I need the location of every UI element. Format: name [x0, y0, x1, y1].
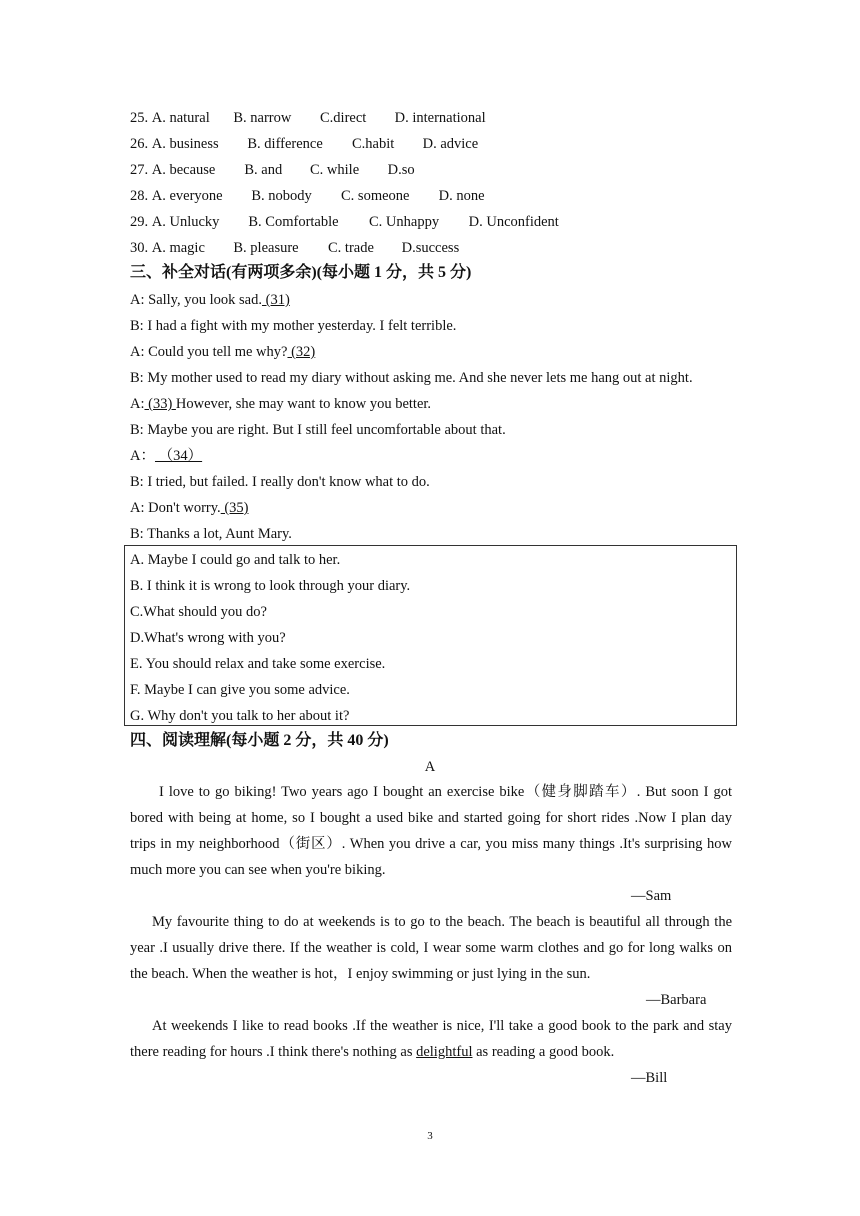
dialogue-line: A: Sally, you look sad. (31) — [130, 292, 290, 308]
question-29 — [130, 213, 559, 231]
blank-32: (32) — [287, 344, 316, 360]
option-d: D.so — [387, 162, 415, 178]
option-a: A. because — [151, 162, 216, 178]
question-number: 28. — [130, 188, 149, 204]
dialogue-line: A: Don't worry. (35) — [130, 500, 249, 516]
dialogue-line: A: Could you tell me why? (32) — [130, 344, 316, 360]
option-d: D. international — [394, 110, 486, 126]
option-a: A. magic — [151, 240, 205, 256]
blank-31: (31) — [261, 292, 290, 308]
option-b: B. nobody — [251, 188, 312, 204]
option-b: B. Comfortable — [248, 214, 339, 230]
blank-35: (35) — [220, 500, 249, 516]
option-c: C.habit — [352, 136, 395, 152]
choice-g: G. Why don't you talk to her about it? — [130, 708, 350, 724]
question-25 — [130, 109, 486, 127]
question-30 — [130, 239, 459, 257]
option-d: D.success — [401, 240, 460, 256]
paragraph-sam: I love to go biking! Two years ago I bought an exercise bike（健身脚踏车）. But soon I got bored with being at home, so I bought a used bike and started going for short rides .Now I plan day trips in my neighborhood（街区）. When you drive a car, you miss many things .It's surprising how much more you can see when you're biking. — [130, 784, 732, 878]
question-number: 27. — [130, 162, 149, 178]
option-d: D. advice — [422, 136, 479, 152]
choice-b: B. I think it is wrong to look through your diary. — [130, 578, 411, 594]
option-a: A. natural — [151, 110, 210, 126]
author-sam: —Sam — [631, 888, 672, 904]
option-b: B. difference — [247, 136, 323, 152]
question-number: 25. — [130, 110, 149, 126]
choice-a: A. Maybe I could go and talk to her. — [130, 552, 341, 568]
dialogue-line: B: I tried, but failed. I really don't know what to do. — [130, 474, 430, 490]
choice-d: D.What's wrong with you? — [130, 630, 286, 646]
option-a: A. Unlucky — [151, 214, 220, 230]
blank-34: （34） — [154, 448, 203, 464]
author-barbara: —Barbara — [646, 992, 707, 1008]
author-bill: —Bill — [631, 1070, 668, 1086]
question-26 — [130, 135, 478, 153]
dialogue-line: B: I had a fight with my mother yesterday. I felt terrible. — [130, 318, 457, 334]
section-3-heading: 三、补全对话(有两项多余)(每小题 1 分，共 5 分) — [130, 264, 472, 281]
paragraph-bill: At weekends I like to read books .If the weather is nice, I'll take a good book to the park and stay there reading for hours .I think there's nothing as delightful as reading a good book. — [130, 1018, 732, 1060]
option-d: D. Unconfident — [468, 214, 559, 230]
dialogue-line: A: (33) However, she may want to know you better. — [130, 396, 432, 412]
option-b: B. and — [244, 162, 283, 178]
blank-33: (33) — [144, 396, 176, 412]
question-27 — [130, 161, 415, 179]
option-d: D. none — [438, 188, 485, 204]
option-b: B. pleasure — [233, 240, 299, 256]
option-a: A. everyone — [151, 188, 223, 204]
underlined-word: delightful — [416, 1044, 473, 1060]
choice-e: E. You should relax and take some exercise. — [130, 656, 386, 672]
page-number: 3 — [427, 1130, 433, 1142]
option-c: C. while — [310, 162, 360, 178]
dialogue-line: B: Thanks a lot, Aunt Mary. — [130, 526, 292, 542]
passage-label: A — [424, 759, 436, 775]
choice-c: C.What should you do? — [130, 604, 267, 620]
option-c: C. someone — [341, 188, 410, 204]
option-c: C.direct — [320, 110, 367, 126]
question-28 — [130, 187, 485, 205]
choice-f: F. Maybe I can give you some advice. — [130, 682, 350, 698]
question-number: 26. — [130, 136, 149, 152]
option-a: A. business — [151, 136, 219, 152]
dialogue-line: B: Maybe you are right. But I still feel uncomfortable about that. — [130, 422, 506, 438]
option-b: B. narrow — [233, 110, 292, 126]
option-c: C. trade — [328, 240, 374, 256]
question-number: 30. — [130, 240, 149, 256]
option-c: C. Unhappy — [369, 214, 440, 230]
paragraph-barbara: My favourite thing to do at weekends is to go to the beach. The beach is beautiful all through the year .I usually drive there. If the weather is cold, I wear some warm clothes and go for long walks on the beach. When the weather is hot，I enjoy swimming or just lying in the sun. — [130, 914, 732, 982]
dialogue-line: B: My mother used to read my diary without asking me. And she never lets me hang out at night. — [130, 370, 693, 386]
section-4-heading: 四、阅读理解(每小题 2 分，共 40 分) — [130, 732, 389, 749]
dialogue-line: A： （34） — [130, 448, 203, 464]
question-number: 29. — [130, 214, 149, 230]
